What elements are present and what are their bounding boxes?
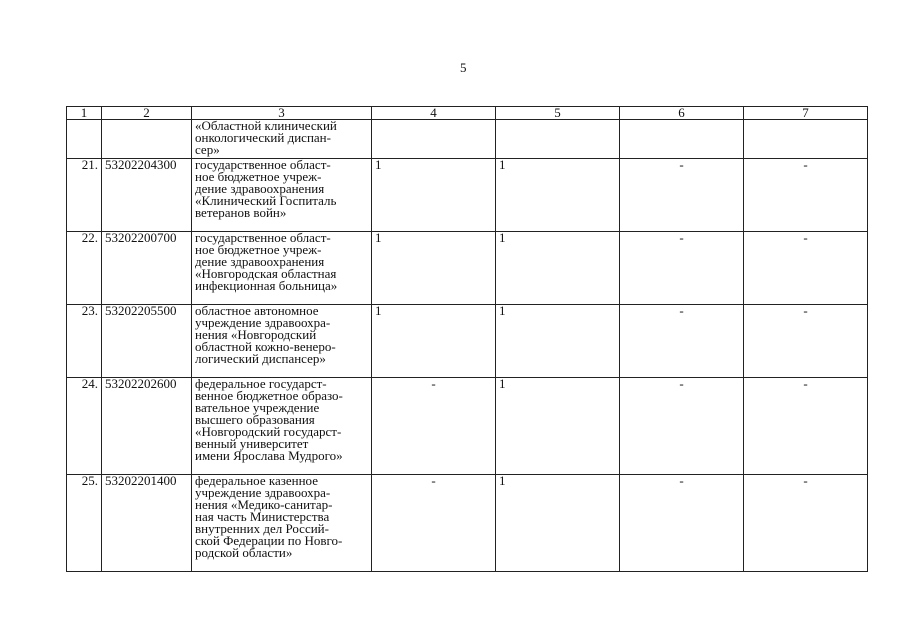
header-cell-2: 2	[102, 107, 192, 120]
header-row	[67, 107, 868, 120]
row-name-line: вательное учреждение	[195, 400, 320, 415]
row-col-5: 1	[496, 475, 620, 572]
row-col-7: -	[744, 159, 868, 232]
row-col-7: -	[744, 378, 868, 475]
table-row-continuation	[67, 120, 868, 159]
row-name	[192, 305, 372, 378]
row-name-line: дение здравоохранения	[195, 181, 325, 196]
row-name-line: нения «Медико-санитар-	[195, 497, 333, 512]
row-name	[192, 159, 372, 232]
row-col-5: 1	[496, 378, 620, 475]
row-name-line: имени Ярослава Мудрого»	[195, 448, 343, 463]
row-col-7: -	[744, 232, 868, 305]
row-col-4: 1	[372, 232, 496, 305]
row-number: 21.	[67, 159, 102, 232]
row-name-line: дение здравоохранения	[195, 254, 325, 269]
row-name-line: учреждение здравоохра-	[195, 315, 331, 330]
row-number	[67, 120, 102, 159]
table-row	[67, 305, 868, 378]
row-name-line: нения «Новгородский	[195, 327, 317, 342]
row-code: 53202201400	[102, 475, 192, 572]
row-col-5: 1	[496, 232, 620, 305]
row-col-6: -	[620, 305, 744, 378]
row-name-line: ской Федерации по Новго-	[195, 533, 343, 548]
row-number: 23.	[67, 305, 102, 378]
row-col-4: -	[372, 475, 496, 572]
row-name-line: ная часть Министерства	[195, 509, 330, 524]
header-cell-1: 1	[67, 107, 102, 120]
table-row	[67, 475, 868, 572]
row-col-4: -	[372, 378, 496, 475]
row-name-line: логический диспансер»	[195, 351, 326, 366]
header-cell-6: 6	[620, 107, 744, 120]
row-name-line: внутренних дел Россий-	[195, 521, 329, 536]
row-name-line: венное бюджетное образо-	[195, 388, 343, 403]
row-name-line: государственное област-	[195, 230, 331, 245]
row-col-6	[620, 120, 744, 159]
row-col-7: -	[744, 305, 868, 378]
row-name-line: федеральное казенное	[195, 473, 318, 488]
row-name-line: областное автономное	[195, 303, 319, 318]
row-code: 53202200700	[102, 232, 192, 305]
row-name-line: ное бюджетное учреж-	[195, 169, 322, 184]
row-col-4: 1	[372, 305, 496, 378]
row-number: 24.	[67, 378, 102, 475]
row-name	[192, 475, 372, 572]
row-number: 22.	[67, 232, 102, 305]
row-col-4	[372, 120, 496, 159]
row-col-7	[744, 120, 868, 159]
row-col-6: -	[620, 475, 744, 572]
row-name-line: инфекционная больница»	[195, 278, 338, 293]
row-name-line: «Новгородский государст-	[195, 424, 342, 439]
row-number: 25.	[67, 475, 102, 572]
table-row	[67, 159, 868, 232]
row-name-line: венный университет	[195, 436, 309, 451]
row-name-line: онкологический диспан-	[195, 130, 331, 145]
row-col-4: 1	[372, 159, 496, 232]
row-name	[192, 232, 372, 305]
row-name-line: областной кожно-венеро-	[195, 339, 336, 354]
row-name-line: учреждение здравоохра-	[195, 485, 331, 500]
data-table	[66, 106, 868, 572]
row-col-7: -	[744, 475, 868, 572]
row-name-line: «Новгородская областная	[195, 266, 337, 281]
row-name-line: высшего образования	[195, 412, 315, 427]
row-name-line: сер»	[195, 142, 220, 157]
header-cell-4: 4	[372, 107, 496, 120]
row-col-5	[496, 120, 620, 159]
row-name	[192, 120, 372, 159]
row-name-line: ветеранов войн»	[195, 205, 287, 220]
row-name-line: государственное област-	[195, 157, 331, 172]
row-name	[192, 378, 372, 475]
row-code	[102, 120, 192, 159]
row-col-6: -	[620, 159, 744, 232]
row-col-5: 1	[496, 159, 620, 232]
row-name-line: ное бюджетное учреж-	[195, 242, 322, 257]
row-name-line: «Областной клинический	[195, 118, 337, 133]
page-number: 5	[460, 60, 467, 75]
table-row	[67, 378, 868, 475]
row-code: 53202202600	[102, 378, 192, 475]
header-cell-5: 5	[496, 107, 620, 120]
table-row	[67, 232, 868, 305]
row-name-line: родской области»	[195, 545, 293, 560]
row-col-5: 1	[496, 305, 620, 378]
row-code: 53202205500	[102, 305, 192, 378]
row-col-6: -	[620, 378, 744, 475]
row-code: 53202204300	[102, 159, 192, 232]
header-cell-7: 7	[744, 107, 868, 120]
row-name-line: федеральное государст-	[195, 376, 327, 391]
row-col-6: -	[620, 232, 744, 305]
row-name-line: «Клинический Госпиталь	[195, 193, 337, 208]
header-cell-3: 3	[192, 107, 372, 120]
